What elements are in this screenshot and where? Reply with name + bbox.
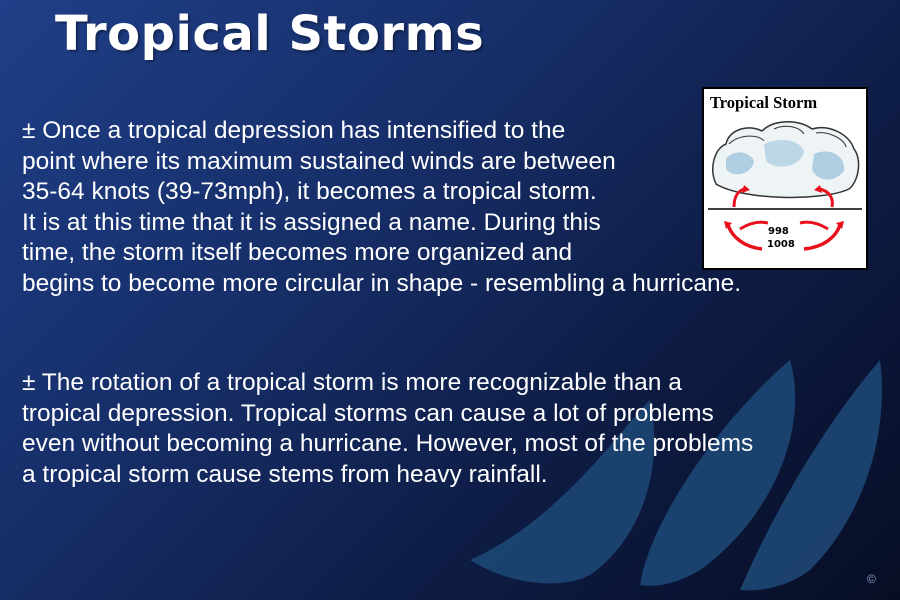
- paragraph-line: tropical depression. Tropical storms can cause a lot of problems: [22, 399, 714, 427]
- wind-arrow-top-right: [800, 222, 828, 229]
- wind-arrow-top-left: [740, 222, 768, 229]
- diagram-label: Tropical Storm: [710, 93, 818, 112]
- copyright-mark: ©: [867, 572, 876, 586]
- paragraph-line: ± The rotation of a tropical storm is more recognizable than a: [22, 369, 682, 396]
- paragraph-line: time, the storm itself becomes more organized and: [22, 239, 573, 266]
- isobar-998-label: 998: [768, 226, 789, 237]
- paragraph-line: 35-64 knots (39-73mph), it becomes a tropical storm.: [22, 178, 597, 205]
- paragraph-formation: [22, 116, 741, 299]
- paragraph-line: even without becoming a hurricane. However, most of the problems: [22, 430, 754, 457]
- wind-arrow-bottom-right: [804, 225, 840, 249]
- paragraph-line: begins to become more circular in shape - resembling a hurricane.: [22, 269, 742, 297]
- isobar-1008-label: 1008: [767, 239, 795, 250]
- paragraph-line: ± Once a tropical depression has intensified to the: [22, 117, 566, 144]
- paragraph-rotation: [22, 368, 753, 490]
- paragraph-line: It is at this time that it is assigned a name. During this: [22, 208, 601, 236]
- paragraph-line: point where its maximum sustained winds are between: [22, 147, 616, 175]
- paragraph-line: a tropical storm cause stems from heavy rainfall.: [22, 460, 548, 488]
- slide-title: Tropical Storms: [55, 6, 485, 62]
